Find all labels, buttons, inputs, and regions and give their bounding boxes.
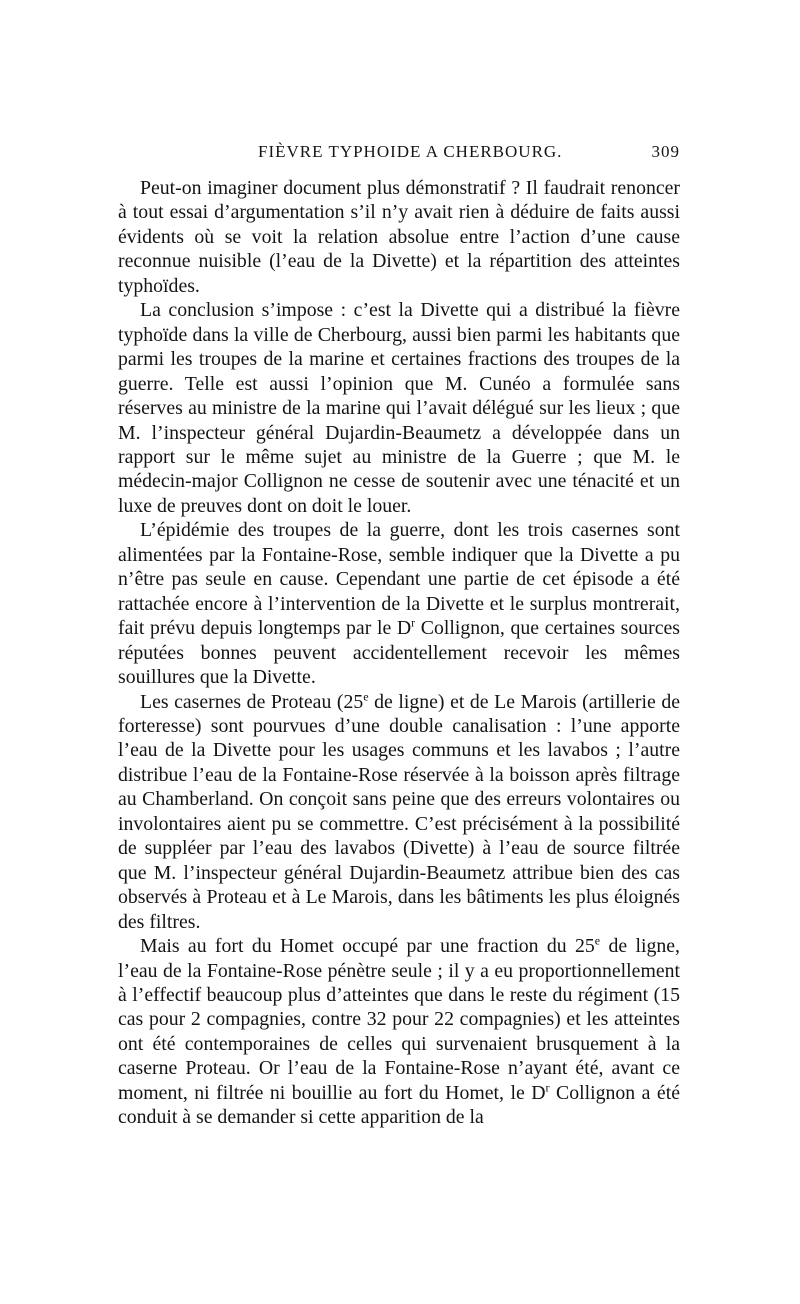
page-number: 309 xyxy=(651,142,680,161)
paragraph: Peut-on imaginer document plus démonstratif ? Il faudrait renoncer à tout essai d’argumentation s’il n’y avait rien à déduire de faits aussi évidents où se voit la relation absolue entre l’action d’une cause reconnue nuisible (l’eau de la Divette) et la répartition des atteintes typhoïdes. xyxy=(118,177,680,297)
paragraph-text: Collignon a été conduit à se demander si cette apparition de la xyxy=(118,1081,680,1129)
paragraph-text: L’épidémie des troupes de la guerre, dont les trois casernes sont alimentées par la Fontaine-Rose, semble indiquer que la Divette a pu n’être pas seule en cause. Cependant une partie de cet épisode a été rattachée encore à l’intervention de la Divette et le surplus montrerait, fait prévu depuis longtemps par le D xyxy=(118,519,680,640)
paragraph-text: Mais au fort du Homet occupé par une fraction du 25 xyxy=(140,935,595,958)
body-text xyxy=(118,176,680,1130)
paragraph-text: de ligne) et de Le Marois (artillerie de forteresse) sont pourvues d’une double canalisation : l’une apporte l’eau de la Divette pour les usages communs et les lavabos ; l’autre distribue l’eau de la Fontaine-Rose réservée à la boisson après filtrage au Chamberland. On conçoit sans peine que des erreurs volontaires ou involontaires aient pu se commettre. C’est précisément à la possibilité de suppléer par l’eau des lavabos (Divette) à l’eau de source filtrée que M. l’inspecteur général Dujardin-Beaumetz attribue bien des cas observés à Proteau et à Le Marois, dans les bâtiments les plus éloignés des filtres. xyxy=(118,690,680,933)
paragraph-text: Collignon, que certaines sources réputées bonnes peuvent accidentellement recevoir les mêmes souillures que la Divette. xyxy=(118,617,680,689)
paragraph-text: Les casernes de Proteau (25 xyxy=(140,690,364,713)
running-title: FIÈVRE TYPHOIDE A CHERBOURG. xyxy=(258,142,563,161)
superscript: r xyxy=(411,615,416,630)
paragraph-text: de ligne, l’eau de la Fontaine-Rose pénètre seule ; il y a eu proportionnellement à l’effectif beaucoup plus d’atteintes que dans le reste du régiment (15 cas pour 2 compagnies, contre 32 pour 22 compagnies) et les atteintes ont été contemporaines de celles qui survenaient brusquement à la caserne Proteau. Or l’eau de la Fontaine-Rose n’ayant été, avant ce moment, ni filtrée ni bouillie au fort du Homet, le D xyxy=(118,935,680,1104)
superscript: e xyxy=(594,933,601,948)
paragraph xyxy=(118,518,680,689)
superscript: r xyxy=(545,1080,550,1095)
superscript: e xyxy=(363,688,369,703)
paragraph xyxy=(118,934,680,1130)
paragraph: La conclusion s’impose : c’est la Divette qui a distribué la fièvre typhoïde dans la ville de Cherbourg, aussi bien parmi les habitants que parmi les troupes de la marine et certaines fractions des troupes de la guerre. Telle est aussi l’opinion que M. Cunéo a formulée sans réserves au ministre de la marine qui l’avait délégué sur les lieux ; que M. l’inspecteur général Dujardin-Beaumetz a développée dans un rapport sur le même sujet au ministre de la Guerre ; que M. le médecin-major Collignon ne cesse de soutenir avec une ténacité et un luxe de preuves dont on doit le louer. xyxy=(118,299,680,517)
paragraph xyxy=(118,690,680,935)
